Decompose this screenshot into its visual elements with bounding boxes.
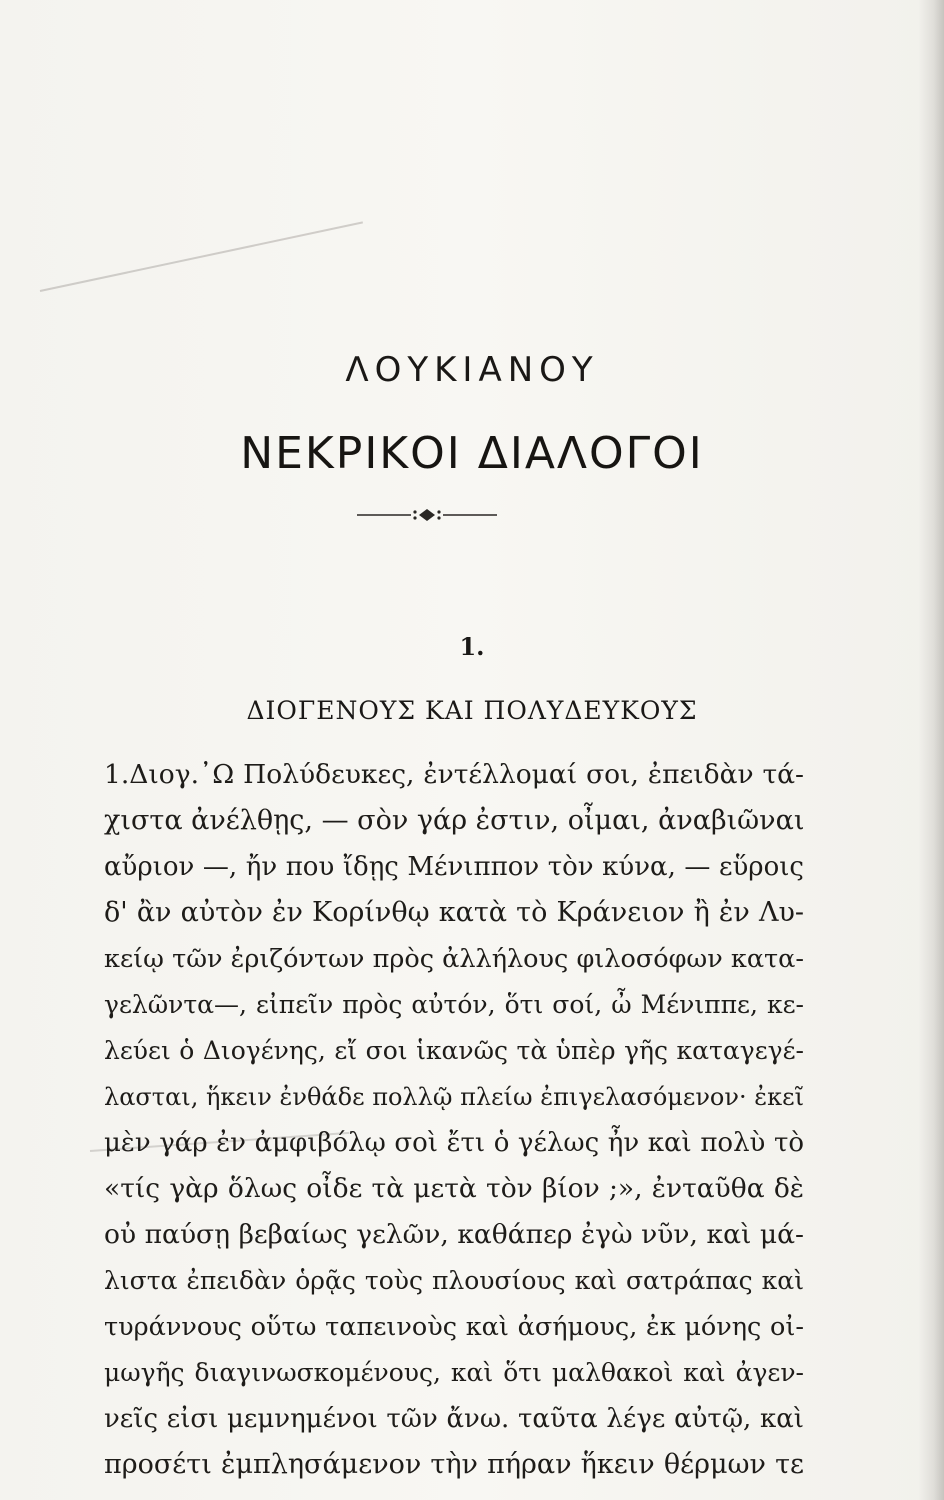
ornament-divider-icon <box>357 503 497 527</box>
text-line: λασται, ἥκειν ἐνθάδε πολλῷ πλείω ἐπιγελασόμενον· ἐκεῖ <box>104 1083 804 1111</box>
text-line: αὔριον —, ἤν που ἴδῃς Μένιππον τὸν κύνα, — εὕροις <box>104 852 804 882</box>
body-text <box>104 752 804 1488</box>
text-line: μὲν γάρ ἐν ἀμφιβόλῳ σοὶ ἔτι ὁ γέλως ἦν καὶ πολὺ τὸ <box>104 1128 804 1158</box>
text-line: λεύει ὁ Διογένης, εἴ σοι ἱκανῶς τὰ ὑπὲρ γῆς καταγεγέ- <box>104 1036 804 1065</box>
text-line: νεῖς εἰσι μεμνημένοι τῶν ἄνω. ταῦτα λέγε αὐτῷ, καὶ <box>104 1404 804 1434</box>
text-line: τυράννους οὕτω ταπεινοὺς καὶ ἀσήμους, ἐκ μόνης οἰ- <box>104 1312 804 1342</box>
author-heading: ΛΟΥΚΙΑΝΟΥ <box>345 350 599 390</box>
text-line: δ' ἂν αὐτὸν ἐν Κορίνθῳ κατὰ τὸ Κράνειον ἢ ἐν Λυ- <box>104 897 804 928</box>
text-line: μωγῆς διαγινωσκομένους, καὶ ὅτι μαλθακοὶ καὶ ἀγεν- <box>104 1358 804 1387</box>
text-line: προσέτι ἐμπλησάμενον τὴν πήραν ἥκειν θέρμων τε <box>104 1449 804 1480</box>
text-line: λιστα ἐπειδὰν ὁρᾷς τοὺς πλουσίους καὶ σατράπας καὶ <box>104 1266 804 1295</box>
text-line: 1.Διογ.᾿Ω Πολύδευκες, ἐντέλλομαί σοι, ἐπειδὰν τά- <box>104 759 804 790</box>
text-line: χιστα ἀνέλθῃς, — σὸν γάρ ἐστιν, οἶμαι, ἀναβιῶναι <box>104 805 805 836</box>
section-number: 1. <box>459 632 485 661</box>
work-title: ΝΕΚΡΙΚΟΙ ΔΙΑΛΟΓΟΙ <box>240 428 704 479</box>
text-line: οὐ παύσῃ βεβαίως γελῶν, καθάπερ ἐγὼ νῦν, καὶ μά- <box>104 1219 804 1250</box>
section-heading: ΔΙΟΓΕΝΟΥΣ ΚΑΙ ΠΟΛΥΔΕΥΚΟΥΣ <box>246 696 698 725</box>
text-line: κείῳ τῶν ἐριζόντων πρὸς ἀλλήλους φιλοσόφων κατα- <box>104 944 804 974</box>
page-crease <box>40 221 363 292</box>
text-line: γελῶντα—, εἰπεῖν πρὸς αὐτόν, ὅτι σοί, ὦ Μένιππε, κε- <box>104 990 804 1019</box>
page-edge-shadow <box>918 0 944 1500</box>
text-line: «τίς γὰρ ὅλως οἶδε τὰ μετὰ τὸν βίον ;», ἐνταῦθα δὲ <box>104 1173 804 1204</box>
